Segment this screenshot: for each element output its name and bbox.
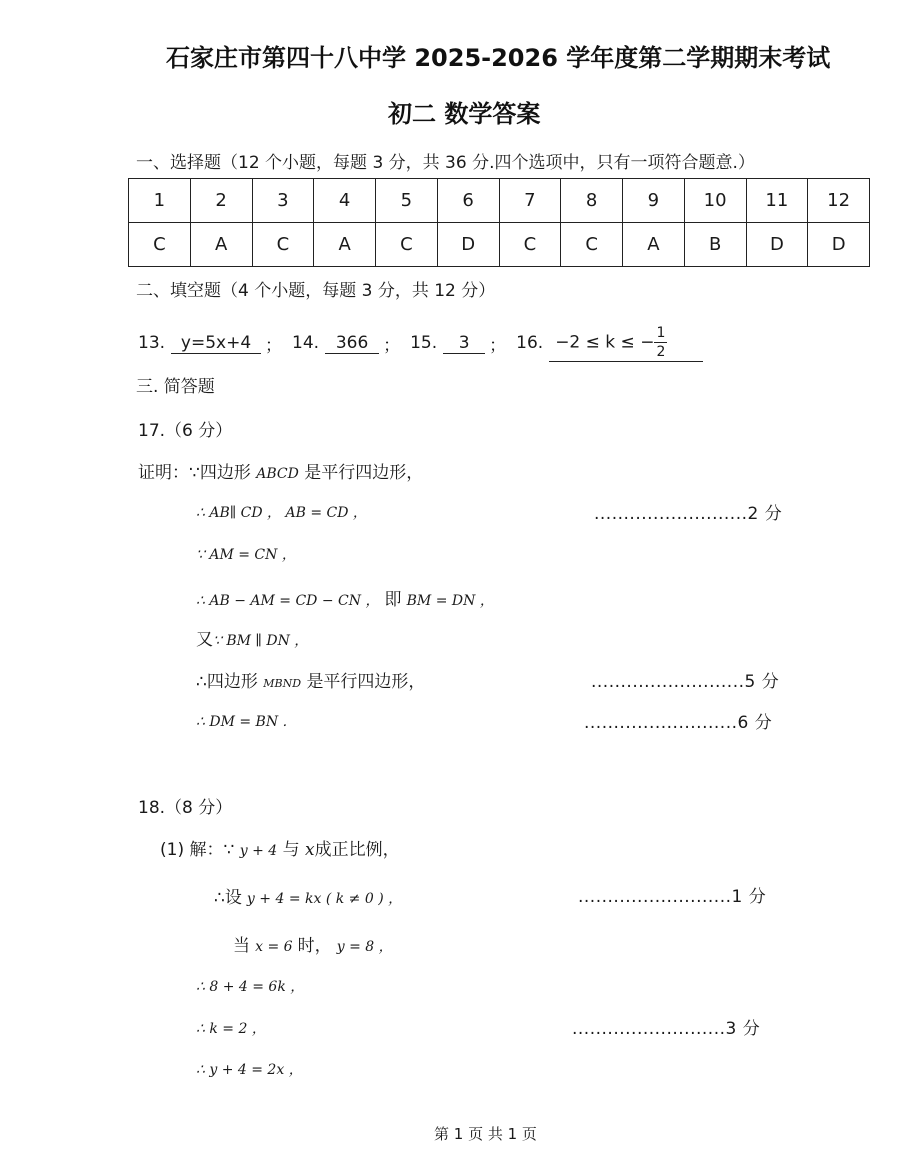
q16-answer [549,324,703,362]
answer-title: 初二 数学答案 [388,100,541,128]
page-footer: 第 1 页 共 1 页 [434,1125,537,1143]
section3-heading: 三. 简答题 [136,377,215,397]
q17-line5 [196,625,308,650]
q18-line1-suffix: 成正比例， [314,840,400,860]
q18-line1-math: y + 4 [239,843,278,859]
fraction-denominator: 2 [656,344,666,360]
answer-table [128,178,870,267]
question-number-cell: 2 [190,179,252,223]
answer-cell: A [314,223,376,267]
answer-cell: A [623,223,685,267]
q18-line6: ∴ y + 4 = 2x ， [196,1062,303,1078]
question-number-cell: 6 [437,179,499,223]
q17-line1-math: ABCD [256,466,299,482]
question-number-cell: 7 [499,179,561,223]
q17-line5-math: ∵ BM ∥ DN ， [213,633,309,649]
q17-line4-math2: BM = DN ， [406,593,494,609]
q18-line2-prefix: ∴设 [214,888,242,908]
answer-cell: D [437,223,499,267]
q17-line4-math: ∴ AB − AM = CD − CN ， [196,593,380,609]
q13-answer: y=5x+4 [171,333,261,354]
q17-score2: ..........................2 分 [594,504,783,524]
question-number-cell: 4 [314,179,376,223]
q17-line2: ∴ AB∥ CD ， AB = CD ， [196,505,367,521]
q17-line3: ∵ AM = CN ， [196,547,296,563]
question-number-cell: 5 [376,179,438,223]
q17-line6 [196,667,425,692]
q18-line5: ∴ k = 2 ， [196,1021,266,1037]
fill-in-answers [138,324,703,362]
exam-title: 石家庄市第四十八中学 2025-2026 学年度第二学期期末考试 [166,44,831,72]
question-number-cell: 10 [684,179,746,223]
q18-line2-math: y + 4 = kx ( k ≠ 0 ) ， [246,891,403,907]
separator: ； [489,335,507,356]
q18-header: 18.（8 分） [138,798,233,818]
section2-heading: 二、填空题（4 个小题，每题 3 分，共 12 分） [136,281,496,301]
question-number-cell: 9 [623,179,685,223]
q17-line7: ∴ DM = BN ． [196,714,297,730]
answer-table-answer-row [129,223,870,267]
q17-line1 [138,458,423,483]
q17-line4-mid: 即 [384,590,402,610]
q18-score2: ..........................1 分 [578,887,767,907]
answer-cell: C [376,223,438,267]
q18-line3-math1: x = 6 [255,939,293,955]
q17-line5-prefix: 又 [196,630,213,650]
q15-answer: 3 [443,333,485,354]
q18-line3 [233,931,393,956]
answer-cell: B [684,223,746,267]
answer-cell: C [129,223,191,267]
q15-label: 15. [410,333,438,353]
q14-label: 14. [292,333,320,353]
q18-line1-prefix: (1) 解：∵ [160,840,235,860]
q18-line1-x: x [304,840,315,860]
section1-heading: 一、选择题（12 个小题，每题 3 分，共 36 分.四个选项中，只有一项符合题意.） [136,153,755,173]
answer-cell: C [252,223,314,267]
question-number-cell: 8 [561,179,623,223]
question-number-cell: 12 [808,179,870,223]
q18-line3-mid: 时， [297,936,332,956]
answer-cell: C [561,223,623,267]
q18-line1-mid: 与 [282,840,300,860]
answer-cell: D [746,223,808,267]
q17-line6-prefix: ∴四边形 [196,672,258,692]
answer-cell: C [499,223,561,267]
answer-cell: D [808,223,870,267]
q17-header: 17.（6 分） [138,421,233,441]
q17-line6-math: MBND [263,677,302,690]
question-number-cell: 3 [252,179,314,223]
q16-label: 16. [516,333,544,353]
q17-line6-suffix: 是平行四边形， [306,672,426,692]
question-number-cell: 1 [129,179,191,223]
q18-line3-math2: y = 8 ， [336,939,393,955]
q17-score6: ..........................5 分 [591,672,780,692]
q16-fraction [654,324,667,361]
separator: ； [265,335,283,356]
q13-label: 13. [138,333,166,353]
q14-answer: 366 [325,333,379,354]
separator: ； [383,335,401,356]
answer-table-number-row [129,179,870,223]
q18-line1 [160,835,400,860]
question-number-cell: 11 [746,179,808,223]
q18-line3-prefix: 当 [233,936,250,956]
q17-score7: ..........................6 分 [584,713,773,733]
q16-answer-text: −2 ≤ k ≤ − [555,332,655,353]
q17-line1-prefix: 证明：∵四边形 [138,463,251,483]
q18-score5: ..........................3 分 [572,1019,761,1039]
fraction-numerator: 1 [656,325,666,341]
q17-line4 [196,585,494,610]
q18-line4: ∴ 8 + 4 = 6k ， [196,979,305,995]
q17-line1-suffix: 是平行四边形， [304,463,424,483]
q18-line2 [214,883,402,908]
answer-cell: A [190,223,252,267]
